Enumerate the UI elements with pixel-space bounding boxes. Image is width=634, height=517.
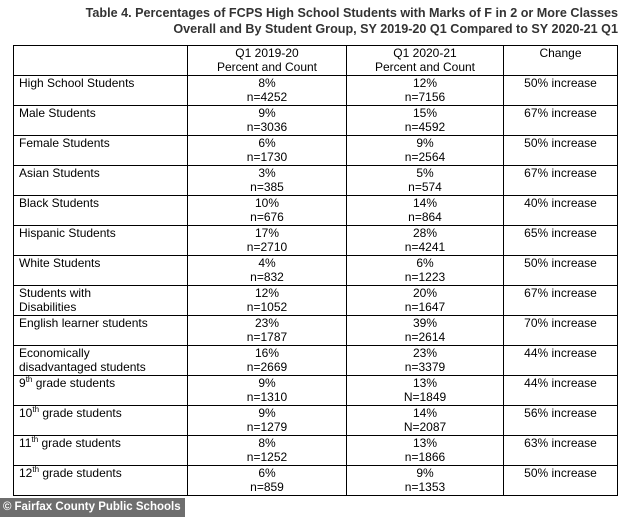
change-cell: 67% increase [504, 166, 618, 196]
q1-2020-21-cell: 9% n=2564 [347, 136, 504, 166]
q1-2019-20-cell: 6% n=859 [188, 466, 347, 496]
copyright-symbol: © [3, 501, 12, 513]
table-row [14, 346, 618, 376]
student-group-cell: 12th grade students [14, 466, 188, 496]
table-row [14, 256, 618, 286]
table-row [14, 76, 618, 106]
student-group-cell: White Students [14, 256, 188, 286]
q1-2020-21-cell: 20% n=1647 [347, 286, 504, 316]
table-row [14, 226, 618, 256]
table-row [14, 376, 618, 406]
q1-2020-21-cell: 9% n=1353 [347, 466, 504, 496]
q1-2020-21-cell: 14% n=864 [347, 196, 504, 226]
change-cell: 67% increase [504, 106, 618, 136]
q1-2019-20-cell: 17% n=2710 [188, 226, 347, 256]
student-group-cell: Female Students [14, 136, 188, 166]
q1-2019-20-cell: 9% n=1310 [188, 376, 347, 406]
header-q1-2020-21-period: Q1 2020-21 [393, 46, 457, 60]
change-cell: 40% increase [504, 196, 618, 226]
q1-2019-20-cell: 23% n=1787 [188, 316, 347, 346]
q1-2019-20-cell: 3% n=385 [188, 166, 347, 196]
change-cell: 50% increase [504, 76, 618, 106]
header-student-group [14, 46, 188, 76]
table-title-line-2: Overall and By Student Group, SY 2019-20 Q1 Compared to SY 2020-21 Q1 [173, 21, 618, 36]
change-cell: 56% increase [504, 406, 618, 436]
q1-2020-21-cell: 5% n=574 [347, 166, 504, 196]
header-q1-2019-20-period: Q1 2019-20 [235, 46, 299, 60]
table-title [0, 6, 618, 37]
table-row [14, 406, 618, 436]
q1-2019-20-cell: 8% n=1252 [188, 436, 347, 466]
student-group-cell: High School Students [14, 76, 188, 106]
change-cell: 70% increase [504, 316, 618, 346]
student-group-cell: English learner students [14, 316, 188, 346]
student-group-cell: 9th grade students [14, 376, 188, 406]
change-cell: 63% increase [504, 436, 618, 466]
table-row [14, 286, 618, 316]
q1-2019-20-cell: 9% n=3036 [188, 106, 347, 136]
student-group-cell: Black Students [14, 196, 188, 226]
table-title-line-1: Table 4. Percentages of FCPS High School Students with Marks of F in 2 or More Classes [85, 6, 618, 20]
q1-2020-21-cell: 23% n=3379 [347, 346, 504, 376]
q1-2019-20-cell: 16% n=2669 [188, 346, 347, 376]
change-cell: 50% increase [504, 466, 618, 496]
data-table [13, 45, 618, 496]
header-row [14, 46, 618, 76]
header-q1-2019-20 [188, 46, 347, 76]
header-q1-2019-20-subtitle: Percent and Count [216, 60, 318, 74]
change-cell: 50% increase [504, 136, 618, 166]
q1-2020-21-cell: 13% n=1866 [347, 436, 504, 466]
student-group-cell: Students with Disabilities [14, 286, 188, 316]
table-row [14, 196, 618, 226]
q1-2019-20-cell: 9% n=1279 [188, 406, 347, 436]
q1-2020-21-cell: 12% n=7156 [347, 76, 504, 106]
q1-2019-20-cell: 6% n=1730 [188, 136, 347, 166]
table-row [14, 466, 618, 496]
student-group-cell: Economically disadvantaged students [14, 346, 188, 376]
q1-2019-20-cell: 12% n=1052 [188, 286, 347, 316]
student-group-cell: Asian Students [14, 166, 188, 196]
student-group-cell: 10th grade students [14, 406, 188, 436]
table-row [14, 166, 618, 196]
header-q1-2020-21-subtitle: Percent and Count [374, 60, 476, 74]
table-row [14, 316, 618, 346]
q1-2020-21-cell: 39% n=2614 [347, 316, 504, 346]
q1-2020-21-cell: 13% N=1849 [347, 376, 504, 406]
q1-2019-20-cell: 10% n=676 [188, 196, 347, 226]
table-row [14, 436, 618, 466]
q1-2019-20-cell: 8% n=4252 [188, 76, 347, 106]
student-group-cell: Male Students [14, 106, 188, 136]
table-row [14, 136, 618, 166]
student-group-cell: Hispanic Students [14, 226, 188, 256]
change-cell: 67% increase [504, 286, 618, 316]
source-credit [0, 498, 185, 517]
change-cell: 50% increase [504, 256, 618, 286]
change-cell: 44% increase [504, 346, 618, 376]
q1-2020-21-cell: 28% n=4241 [347, 226, 504, 256]
change-cell: 65% increase [504, 226, 618, 256]
header-change: Change [504, 46, 618, 76]
q1-2020-21-cell: 15% n=4592 [347, 106, 504, 136]
table-row [14, 106, 618, 136]
q1-2020-21-cell: 14% N=2087 [347, 406, 504, 436]
source-credit-text: Fairfax County Public Schools [14, 501, 181, 513]
student-group-cell: 11th grade students [14, 436, 188, 466]
q1-2019-20-cell: 4% n=832 [188, 256, 347, 286]
change-cell: 44% increase [504, 376, 618, 406]
q1-2020-21-cell: 6% n=1223 [347, 256, 504, 286]
header-q1-2020-21 [347, 46, 504, 76]
